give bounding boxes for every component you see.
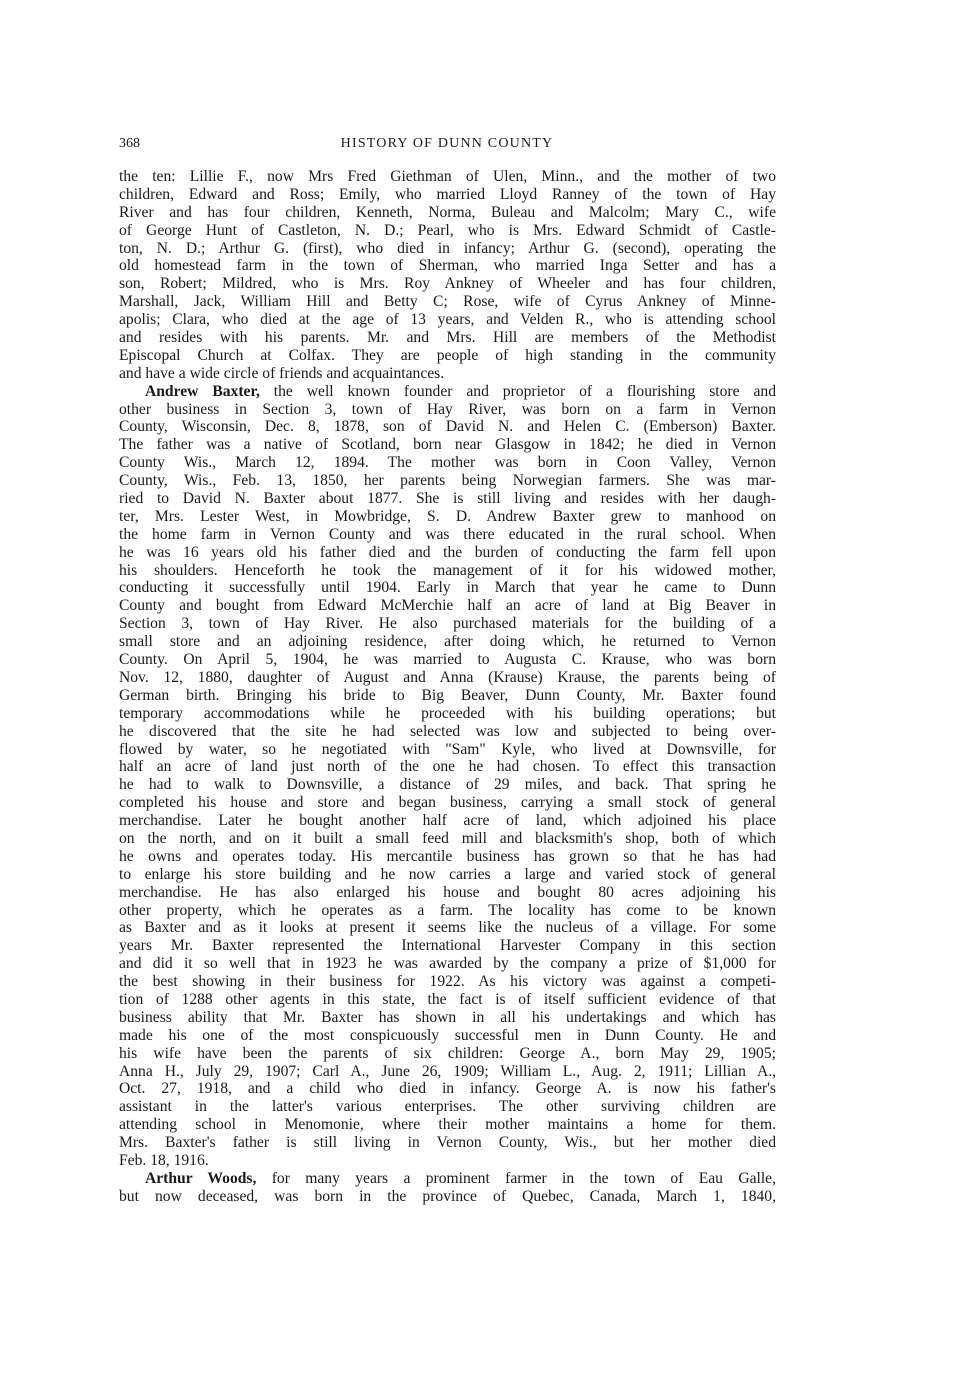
text-line: old homestead farm in the town of Sherman, who married Inga Setter and has a — [119, 257, 776, 275]
first-line-text: the well known founder and proprietor of a flourishing store and — [259, 382, 776, 400]
text-line: County, Wisconsin, Dec. 8, 1878, son of David N. and Helen C. (Emberson) Baxter. — [119, 418, 776, 436]
text-line: County, Wis., Feb. 13, 1850, her parents being Norwegian farmers. She was mar- — [119, 472, 776, 490]
text-line: apolis; Clara, who died at the age of 13 years, and Velden R., who is attending school — [119, 311, 776, 329]
text-line: the home farm in Vernon County and was there educated in the rural school. When — [119, 525, 776, 543]
text-line: to enlarge his store building and he now carries a large and varied stock of general — [119, 865, 776, 883]
text-line: Episcopal Church at Colfax. They are people of high standing in the community — [119, 346, 776, 364]
text-line: other property, which he operates as a farm. The locality has come to be known — [119, 901, 776, 919]
running-head: HISTORY OF DUNN COUNTY — [340, 136, 554, 151]
paragraph — [119, 383, 776, 1170]
text-line: business ability that Mr. Baxter has shown in all his undertakings and which has — [119, 1008, 776, 1026]
text-line: River and has four children, Kenneth, Norma, Buleau and Malcolm; Mary C., wife — [119, 203, 776, 221]
text-line: temporary accommodations while he proceeded with his building operations; but — [119, 704, 776, 722]
text-line: merchandise. He has also enlarged his house and bought 80 acres adjoining his — [119, 883, 776, 901]
text-line: half an acre of land just north of the one he had chosen. To effect this transaction — [119, 758, 776, 776]
text-line: made his one of the most conspicuously successful men in Dunn County. He and — [119, 1026, 776, 1044]
text-line: he discovered that the site he had selected was low and subjected to being over- — [119, 722, 776, 740]
text-line: his shoulders. Henceforth he took the management of it for his widowed mother, — [119, 561, 776, 579]
text-line: he owns and operates today. His mercantile business has grown so that he has had — [119, 847, 776, 865]
text-line: Feb. 18, 1916. — [119, 1151, 209, 1169]
paragraph-first-line — [119, 383, 776, 401]
text-line: as Baxter and as it looks at present it seems like the nucleus of a village. For some — [119, 919, 776, 937]
first-line-text: for many years a prominent farmer in the town of Eau Galle, — [256, 1169, 776, 1187]
text-line: flowed by water, so he negotiated with "Sam" Kyle, who lived at Downsville, for — [119, 740, 776, 758]
text-line: years Mr. Baxter represented the International Harvester Company in this section — [119, 937, 776, 955]
text-line: and did it so well that in 1923 he was awarded by the company a prize of $1,000 for — [119, 955, 776, 973]
text-line: Oct. 27, 1918, and a child who died in infancy. George A. is now his father's — [119, 1080, 776, 1098]
text-line: County Wis., March 12, 1894. The mother was born in Coon Valley, Vernon — [119, 454, 776, 472]
text-line: Mrs. Baxter's father is still living in Vernon County, Wis., but her mother died — [119, 1134, 776, 1152]
text-line: County. On April 5, 1904, he was married to Augusta C. Krause, who was born — [119, 651, 776, 669]
text-line: children, Edward and Ross; Emily, who married Lloyd Ranney of the town of Hay — [119, 185, 776, 203]
biography-subject-name: Andrew Baxter, — [145, 382, 260, 400]
text-line: of George Hunt of Castleton, N. D.; Pearl, who is Mrs. Edward Schmidt of Castle- — [119, 221, 776, 239]
text-line: conducting it successfully until 1904. Early in March that year he came to Dunn — [119, 579, 776, 597]
text-line: but now deceased, was born in the province of Quebec, Canada, March 1, 1840, — [119, 1187, 776, 1205]
text-line: completed his house and store and began business, carrying a small stock of general — [119, 794, 776, 812]
text-line: Marshall, Jack, William Hill and Betty C; Rose, wife of Cyrus Ankney of Minne- — [119, 293, 776, 311]
text-line: ried to David N. Baxter about 1877. She is still living and resides with her daugh- — [119, 490, 776, 508]
text-line: his wife have been the parents of six children: George A., born May 29, 1905; — [119, 1044, 776, 1062]
text-line: The father was a native of Scotland, born near Glasgow in 1842; he died in Vernon — [119, 436, 776, 454]
text-line: Nov. 12, 1880, daughter of August and Anna (Krause) Krause, the parents being of — [119, 668, 776, 686]
text-line: the ten: Lillie F., now Mrs Fred Giethman of Ulen, Minn., and the mother of two — [119, 168, 776, 185]
paragraph-first-line — [119, 1170, 776, 1188]
paragraph — [119, 168, 776, 383]
text-line: and resides with his parents. Mr. and Mrs. Hill are members of the Methodist — [119, 329, 776, 347]
text-line: he had to walk to Downsville, a distance of 29 miles, and back. That spring he — [119, 776, 776, 794]
text-line: ton, N. D.; Arthur G. (first), who died in infancy; Arthur G. (second), operating the — [119, 239, 776, 257]
biography-subject-name: Arthur Woods, — [145, 1169, 257, 1187]
text-line: other business in Section 3, town of Hay River, was born on a farm in Vernon — [119, 400, 776, 418]
page-header — [119, 136, 775, 158]
text-line: he was 16 years old his father died and the burden of conducting the farm fell upon — [119, 543, 776, 561]
text-line: assistant in the latter's various enterprises. The other surviving children are — [119, 1098, 776, 1116]
text-line: Anna H., July 29, 1907; Carl A., June 26, 1909; William L., Aug. 2, 1911; Lillian A., — [119, 1062, 776, 1080]
page-number: 368 — [119, 136, 140, 151]
paragraph — [119, 1170, 776, 1206]
text-line: German birth. Bringing his bride to Big Beaver, Dunn County, Mr. Baxter found — [119, 686, 776, 704]
text-line: son, Robert; Mildred, who is Mrs. Roy Ankney of Wheeler and has four children, — [119, 275, 776, 293]
text-line: County and bought from Edward McMerchie half an acre of land at Big Beaver in — [119, 597, 776, 615]
text-line: Section 3, town of Hay River. He also purchased materials for the building of a — [119, 615, 776, 633]
text-line: merchandise. Later he bought another half acre of land, which adjoined his place — [119, 812, 776, 830]
text-line: the best showing in their business for 1922. As his victory was against a competi- — [119, 973, 776, 991]
text-line: tion of 1288 other agents in this state, the fact is of itself sufficient evidence of that — [119, 990, 776, 1008]
text-line: ter, Mrs. Lester West, in Mowbridge, S. D. Andrew Baxter grew to manhood on — [119, 507, 776, 525]
text-line: small store and an adjoining residence, after doing which, he returned to Vernon — [119, 633, 776, 651]
text-line: and have a wide circle of friends and acquaintances. — [119, 364, 445, 382]
text-line: attending school in Menomonie, where their mother maintains a home for them. — [119, 1116, 776, 1134]
text-line: on the north, and on it built a small feed mill and blacksmith's shop, both of which — [119, 829, 776, 847]
body-text — [119, 168, 776, 1206]
